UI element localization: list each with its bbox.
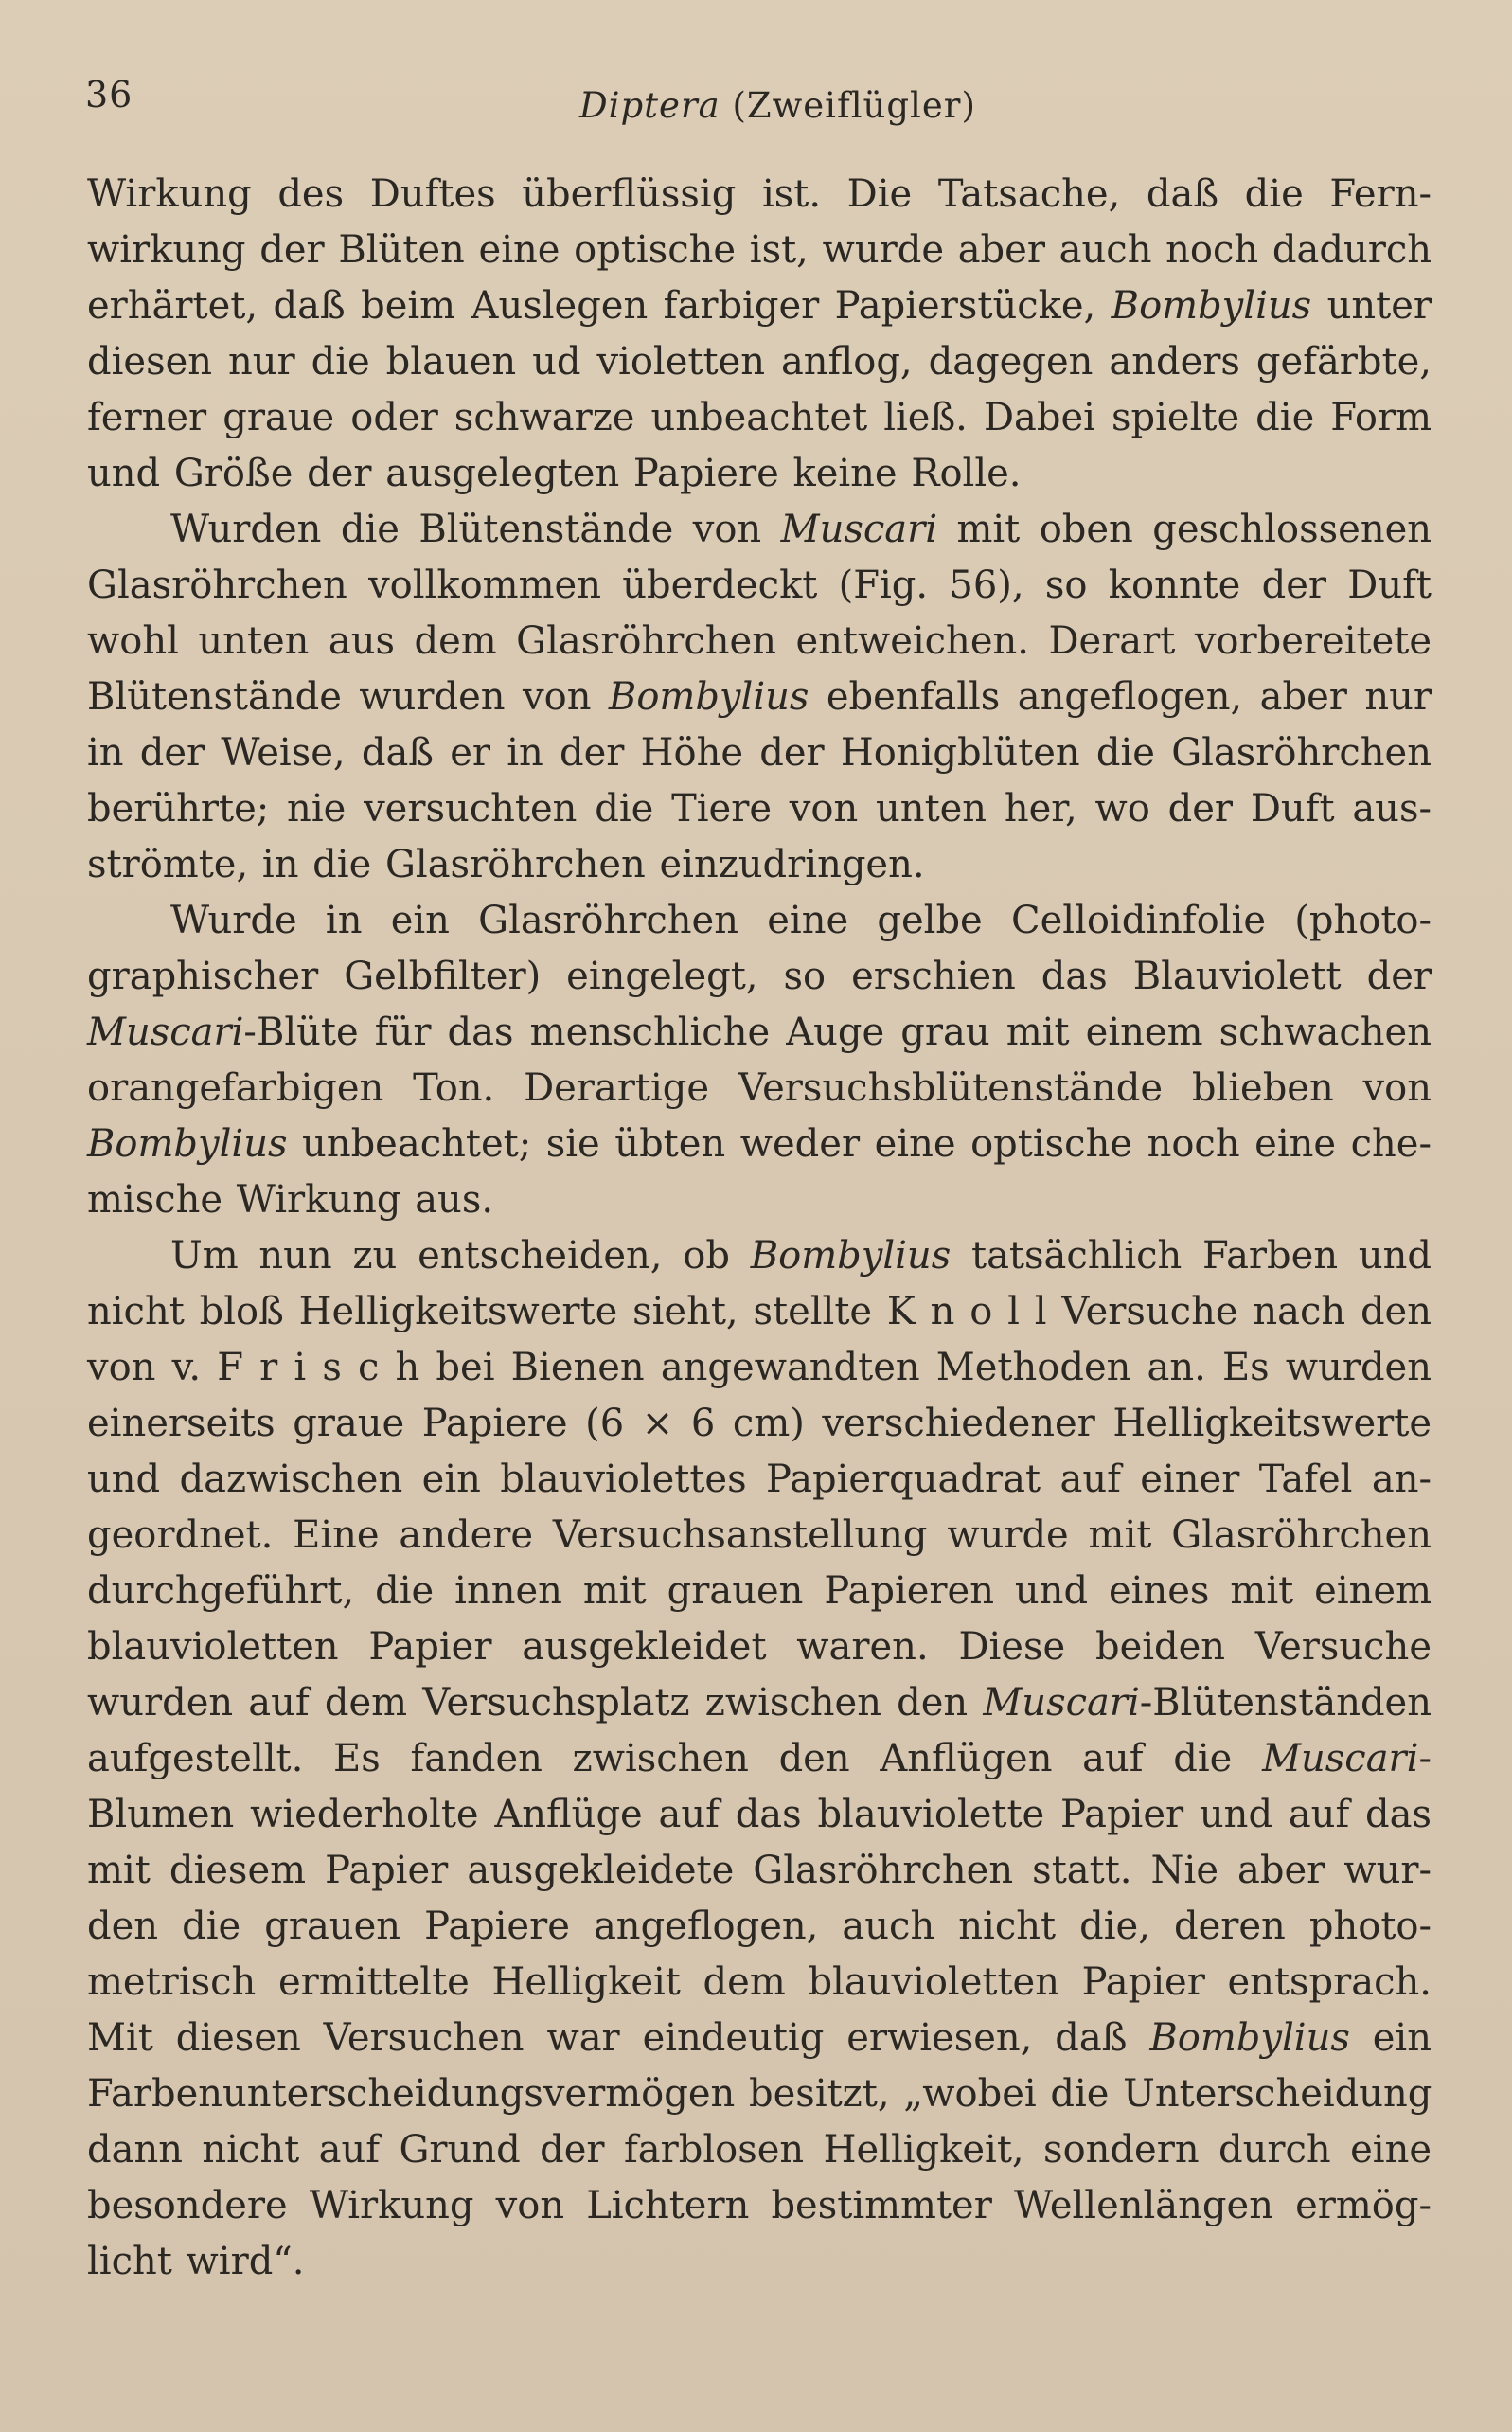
text-line: strömte, in die Glasröhrchen einzudringen.: [87, 843, 925, 886]
text-line: wohl unten aus dem Glasröhrchen entweichen. Derart vorbereitete: [87, 619, 1432, 663]
text-line: besondere Wirkung von Lichtern bestimmter Wellenlängen ermög-: [87, 2184, 1432, 2227]
text-line: ferner graue oder schwarze unbeachtet ließ. Dabei spielte die Form: [87, 396, 1432, 439]
text-line: aufgestellt. Es fanden zwischen den Anflügen auf die Muscari-: [87, 1737, 1432, 1780]
text-line: Wurden die Blütenstände von Muscari mit oben geschlossenen: [170, 508, 1432, 551]
text-line: Glasröhrchen vollkommen überdeckt (Fig. 56), so konnte der Duft: [87, 563, 1432, 607]
running-head-italic: Diptera: [579, 85, 720, 126]
body-text: [87, 167, 1432, 2290]
text-line: mit diesem Papier ausgekleidete Glasröhrchen statt. Nie aber wur-: [87, 1849, 1432, 1892]
text-line: licht wird“.: [87, 2240, 305, 2283]
text-line: mische Wirkung aus.: [87, 1178, 494, 1222]
text-line: berührte; nie versuchten die Tiere von unten her, wo der Duft aus-: [87, 787, 1432, 831]
text-line: wurden auf dem Versuchsplatz zwischen den Muscari-Blütenständen: [87, 1681, 1432, 1725]
text-line: erhärtet, daß beim Auslegen farbiger Papierstücke, Bombylius unter: [87, 284, 1432, 328]
text-line: orangefarbigen Ton. Derartige Versuchsblütenstände blieben von: [87, 1066, 1432, 1110]
text-line: von v. F r i s c h bei Bienen angewandten Methoden an. Es wurden: [87, 1346, 1432, 1389]
text-line: in der Weise, daß er in der Höhe der Honigblüten die Glasröhrchen: [87, 731, 1432, 775]
text-line: Blumen wiederholte Anflüge auf das blauviolette Papier und auf das: [87, 1793, 1432, 1836]
text-line: Um nun zu entscheiden, ob Bombylius tatsächlich Farben und: [170, 1234, 1432, 1278]
text-line: den die grauen Papiere angeflogen, auch nicht die, deren photo-: [87, 1904, 1432, 1948]
text-line: geordnet. Eine andere Versuchsanstellung wurde mit Glasröhrchen: [87, 1513, 1432, 1557]
text-line: Muscari-Blüte für das menschliche Auge grau mit einem schwachen: [87, 1010, 1432, 1054]
running-head-rest: (Zweiflügler): [720, 85, 976, 126]
text-line: und Größe der ausgelegten Papiere keine Rolle.: [87, 452, 1022, 495]
text-line: nicht bloß Helligkeitswerte sieht, stellte K n o l l Versuche nach den: [87, 1290, 1432, 1333]
text-line: dann nicht auf Grund der farblosen Helligkeit, sondern durch eine: [87, 2128, 1432, 2172]
text-line: metrisch ermittelte Helligkeit dem blauvioletten Papier entsprach.: [87, 1960, 1432, 2004]
text-line: und dazwischen ein blauviolettes Papierquadrat auf einer Tafel an-: [87, 1457, 1432, 1501]
text-line: Wurde in ein Glasröhrchen eine gelbe Celloidinfolie (photo-: [170, 899, 1432, 942]
text-line: wirkung der Blüten eine optische ist, wurde aber auch noch dadurch: [87, 228, 1432, 272]
text-line: Blütenstände wurden von Bombylius ebenfalls angeflogen, aber nur: [87, 675, 1432, 719]
text-line: Bombylius unbeachtet; sie übten weder eine optische noch eine che-: [87, 1122, 1432, 1166]
text-line: einerseits graue Papiere (6 × 6 cm) verschiedener Helligkeitswerte: [87, 1402, 1432, 1445]
text-line: diesen nur die blauen ud violetten anflog, dagegen anders gefärbte,: [87, 340, 1432, 384]
text-line: Wirkung des Duftes überflüssig ist. Die Tatsache, daß die Fern-: [87, 172, 1432, 216]
page-number: 36: [85, 74, 133, 116]
text-line: blauvioletten Papier ausgekleidet waren. Diese beiden Versuche: [87, 1625, 1432, 1669]
text-line: graphischer Gelbfilter) eingelegt, so erschien das Blauviolett der: [87, 955, 1432, 998]
text-line: Mit diesen Versuchen war eindeutig erwiesen, daß Bombylius ein: [87, 2016, 1432, 2060]
running-head: [579, 85, 976, 126]
text-line: Farbenunterscheidungsvermögen besitzt, „wobei die Unterscheidung: [87, 2072, 1432, 2116]
text-line: durchgeführt, die innen mit grauen Papieren und eines mit einem: [87, 1569, 1432, 1613]
